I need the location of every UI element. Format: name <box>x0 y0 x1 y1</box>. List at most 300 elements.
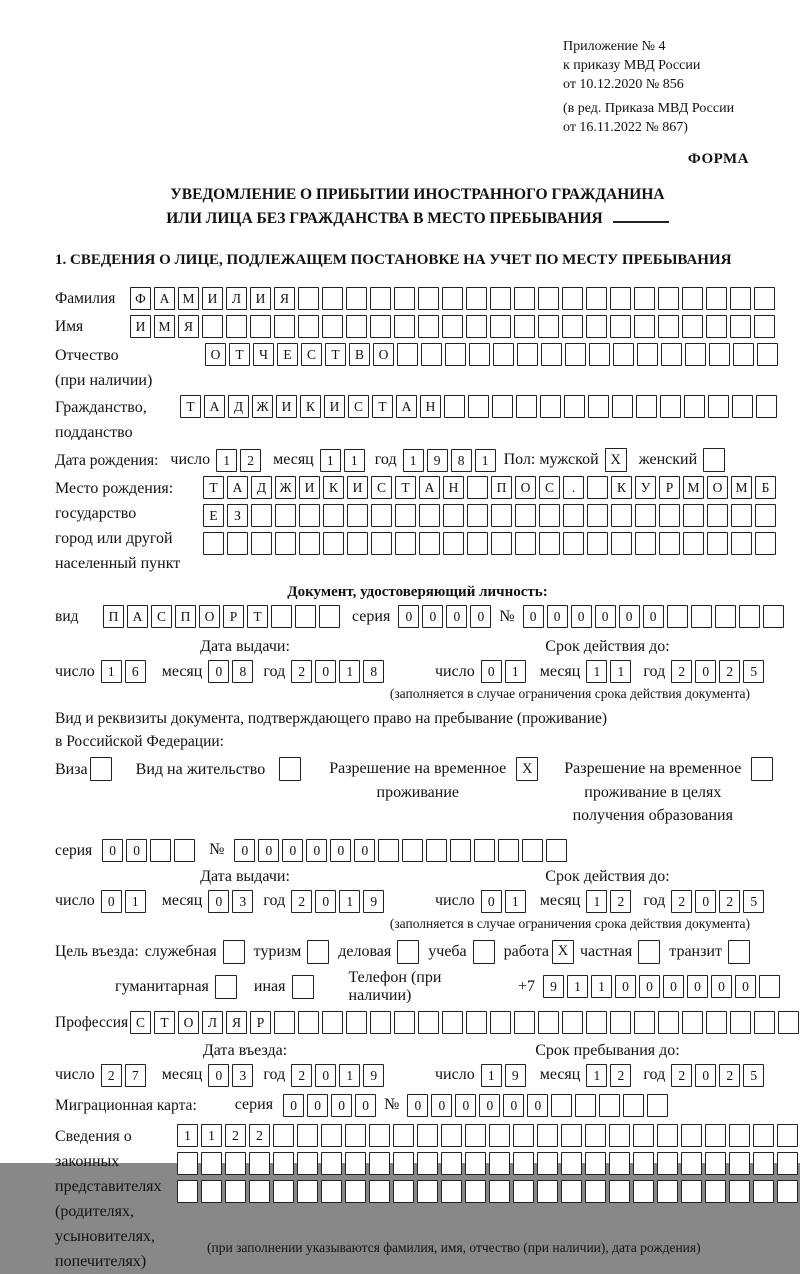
char-cell[interactable]: 5 <box>743 1064 764 1087</box>
char-cell[interactable]: И <box>299 476 320 499</box>
char-cell[interactable]: 0 <box>695 1064 716 1087</box>
char-cell[interactable] <box>610 315 631 338</box>
char-cell[interactable]: 5 <box>743 890 764 913</box>
char-cell[interactable] <box>297 1152 318 1175</box>
char-cell[interactable]: Е <box>203 504 224 527</box>
char-cell[interactable] <box>466 315 487 338</box>
char-cell[interactable] <box>708 395 729 418</box>
char-cell[interactable] <box>274 315 295 338</box>
char-cell[interactable] <box>345 1180 366 1203</box>
char-cell[interactable]: Ж <box>252 395 273 418</box>
char-cell[interactable] <box>369 1152 390 1175</box>
char-cell[interactable] <box>660 395 681 418</box>
char-cell[interactable] <box>490 287 511 310</box>
char-cell[interactable]: 7 <box>125 1064 146 1087</box>
char-cell[interactable] <box>227 532 248 555</box>
char-cell[interactable] <box>490 315 511 338</box>
char-cell[interactable] <box>585 1124 606 1147</box>
char-cell[interactable] <box>730 315 751 338</box>
char-cell[interactable]: 0 <box>470 605 491 628</box>
char-cell[interactable]: 2 <box>671 1064 692 1087</box>
char-cell[interactable]: 0 <box>258 839 279 862</box>
char-cell[interactable]: 2 <box>719 890 740 913</box>
char-cell[interactable]: Д <box>251 476 272 499</box>
char-cell[interactable] <box>634 315 655 338</box>
char-cell[interactable] <box>516 395 537 418</box>
char-cell[interactable] <box>587 476 608 499</box>
char-cell[interactable]: И <box>130 315 151 338</box>
char-cell[interactable]: 2 <box>225 1124 246 1147</box>
char-cell[interactable]: 2 <box>249 1124 270 1147</box>
char-cell[interactable]: 2 <box>291 890 312 913</box>
char-cell[interactable]: 0 <box>455 1094 476 1117</box>
char-cell[interactable] <box>345 1152 366 1175</box>
char-cell[interactable] <box>513 1180 534 1203</box>
char-cell[interactable] <box>250 315 271 338</box>
char-cell[interactable] <box>637 343 658 366</box>
char-cell[interactable] <box>613 343 634 366</box>
char-cell[interactable] <box>426 839 447 862</box>
char-cell[interactable] <box>739 605 760 628</box>
char-cell[interactable] <box>729 1180 750 1203</box>
char-cell[interactable] <box>729 1152 750 1175</box>
char-cell[interactable] <box>515 504 536 527</box>
char-cell[interactable]: 8 <box>232 660 253 683</box>
char-cell[interactable]: 0 <box>571 605 592 628</box>
purpose-tourism-checkbox[interactable] <box>307 940 329 964</box>
char-cell[interactable] <box>489 1152 510 1175</box>
char-cell[interactable] <box>647 1094 668 1117</box>
char-cell[interactable]: 1 <box>481 1064 502 1087</box>
char-cell[interactable]: 0 <box>615 975 636 998</box>
char-cell[interactable]: 1 <box>586 1064 607 1087</box>
char-cell[interactable] <box>658 287 679 310</box>
char-cell[interactable]: Р <box>250 1011 271 1034</box>
char-cell[interactable]: 0 <box>208 660 229 683</box>
char-cell[interactable]: Д <box>228 395 249 418</box>
char-cell[interactable] <box>417 1152 438 1175</box>
char-cell[interactable] <box>611 504 632 527</box>
char-cell[interactable]: 0 <box>355 1094 376 1117</box>
char-cell[interactable] <box>419 504 440 527</box>
char-cell[interactable] <box>563 532 584 555</box>
char-cell[interactable] <box>682 1011 703 1034</box>
char-cell[interactable]: Т <box>372 395 393 418</box>
char-cell[interactable]: 6 <box>125 660 146 683</box>
char-cell[interactable] <box>685 343 706 366</box>
char-cell[interactable] <box>393 1180 414 1203</box>
residence-permit-checkbox[interactable] <box>279 757 301 781</box>
char-cell[interactable] <box>371 532 392 555</box>
char-cell[interactable]: К <box>323 476 344 499</box>
char-cell[interactable] <box>369 1180 390 1203</box>
char-cell[interactable]: 1 <box>586 890 607 913</box>
char-cell[interactable]: 1 <box>403 449 424 472</box>
char-cell[interactable]: А <box>227 476 248 499</box>
char-cell[interactable] <box>756 395 777 418</box>
char-cell[interactable] <box>249 1180 270 1203</box>
char-cell[interactable]: 0 <box>687 975 708 998</box>
char-cell[interactable] <box>393 1152 414 1175</box>
char-cell[interactable]: 2 <box>291 1064 312 1087</box>
char-cell[interactable] <box>321 1180 342 1203</box>
char-cell[interactable] <box>753 1152 774 1175</box>
char-cell[interactable]: 0 <box>481 660 502 683</box>
char-cell[interactable]: 0 <box>422 605 443 628</box>
char-cell[interactable]: О <box>707 476 728 499</box>
char-cell[interactable]: Л <box>226 287 247 310</box>
char-cell[interactable] <box>273 1180 294 1203</box>
char-cell[interactable] <box>599 1094 620 1117</box>
char-cell[interactable]: 0 <box>102 839 123 862</box>
char-cell[interactable] <box>323 532 344 555</box>
char-cell[interactable] <box>394 287 415 310</box>
char-cell[interactable] <box>705 1124 726 1147</box>
char-cell[interactable] <box>395 532 416 555</box>
char-cell[interactable] <box>346 315 367 338</box>
char-cell[interactable] <box>730 1011 751 1034</box>
char-cell[interactable] <box>706 1011 727 1034</box>
char-cell[interactable] <box>659 532 680 555</box>
char-cell[interactable] <box>562 1011 583 1034</box>
char-cell[interactable] <box>273 1152 294 1175</box>
char-cell[interactable] <box>715 605 736 628</box>
char-cell[interactable]: Т <box>325 343 346 366</box>
char-cell[interactable] <box>441 1180 462 1203</box>
char-cell[interactable]: 2 <box>671 890 692 913</box>
char-cell[interactable] <box>537 1180 558 1203</box>
char-cell[interactable] <box>225 1180 246 1203</box>
char-cell[interactable] <box>442 287 463 310</box>
char-cell[interactable] <box>419 532 440 555</box>
char-cell[interactable] <box>397 343 418 366</box>
char-cell[interactable] <box>612 395 633 418</box>
char-cell[interactable] <box>732 395 753 418</box>
char-cell[interactable]: 0 <box>527 1094 548 1117</box>
char-cell[interactable] <box>705 1180 726 1203</box>
char-cell[interactable]: Т <box>395 476 416 499</box>
char-cell[interactable] <box>467 532 488 555</box>
char-cell[interactable] <box>633 1152 654 1175</box>
char-cell[interactable]: 1 <box>339 660 360 683</box>
char-cell[interactable]: 0 <box>208 890 229 913</box>
char-cell[interactable]: Л <box>202 1011 223 1034</box>
char-cell[interactable] <box>778 1011 799 1034</box>
char-cell[interactable] <box>657 1152 678 1175</box>
purpose-work-checkbox[interactable]: X <box>552 940 574 964</box>
char-cell[interactable]: 0 <box>595 605 616 628</box>
char-cell[interactable]: О <box>373 343 394 366</box>
char-cell[interactable] <box>515 532 536 555</box>
char-cell[interactable]: С <box>130 1011 151 1034</box>
char-cell[interactable] <box>498 839 519 862</box>
char-cell[interactable] <box>273 1124 294 1147</box>
char-cell[interactable] <box>271 605 292 628</box>
char-cell[interactable]: 1 <box>177 1124 198 1147</box>
char-cell[interactable] <box>538 287 559 310</box>
char-cell[interactable]: 1 <box>610 660 631 683</box>
char-cell[interactable] <box>589 343 610 366</box>
char-cell[interactable] <box>682 315 703 338</box>
char-cell[interactable] <box>763 605 784 628</box>
char-cell[interactable] <box>777 1124 798 1147</box>
char-cell[interactable] <box>298 287 319 310</box>
char-cell[interactable] <box>514 287 535 310</box>
char-cell[interactable]: 1 <box>586 660 607 683</box>
char-cell[interactable] <box>609 1152 630 1175</box>
char-cell[interactable] <box>538 1011 559 1034</box>
char-cell[interactable]: 0 <box>306 839 327 862</box>
char-cell[interactable]: И <box>202 287 223 310</box>
char-cell[interactable] <box>491 504 512 527</box>
char-cell[interactable]: 1 <box>505 660 526 683</box>
male-checkbox[interactable]: X <box>605 448 627 472</box>
char-cell[interactable]: Р <box>659 476 680 499</box>
char-cell[interactable] <box>251 532 272 555</box>
char-cell[interactable] <box>347 532 368 555</box>
char-cell[interactable] <box>297 1180 318 1203</box>
char-cell[interactable]: 2 <box>671 660 692 683</box>
char-cell[interactable] <box>466 1011 487 1034</box>
char-cell[interactable] <box>251 504 272 527</box>
char-cell[interactable] <box>753 1124 774 1147</box>
char-cell[interactable]: А <box>154 287 175 310</box>
char-cell[interactable] <box>418 1011 439 1034</box>
char-cell[interactable]: А <box>127 605 148 628</box>
char-cell[interactable] <box>658 315 679 338</box>
char-cell[interactable]: Т <box>247 605 268 628</box>
char-cell[interactable] <box>201 1152 222 1175</box>
char-cell[interactable] <box>489 1124 510 1147</box>
char-cell[interactable]: П <box>103 605 124 628</box>
char-cell[interactable] <box>682 287 703 310</box>
char-cell[interactable]: Я <box>226 1011 247 1034</box>
char-cell[interactable] <box>777 1152 798 1175</box>
char-cell[interactable] <box>394 1011 415 1034</box>
char-cell[interactable] <box>417 1180 438 1203</box>
char-cell[interactable] <box>469 343 490 366</box>
char-cell[interactable]: О <box>205 343 226 366</box>
char-cell[interactable]: 0 <box>695 660 716 683</box>
char-cell[interactable] <box>493 343 514 366</box>
char-cell[interactable] <box>298 315 319 338</box>
temp-edu-checkbox[interactable] <box>751 757 773 781</box>
char-cell[interactable]: 2 <box>719 1064 740 1087</box>
char-cell[interactable]: С <box>301 343 322 366</box>
char-cell[interactable]: Н <box>443 476 464 499</box>
char-cell[interactable]: С <box>348 395 369 418</box>
char-cell[interactable] <box>417 1124 438 1147</box>
char-cell[interactable] <box>321 1124 342 1147</box>
char-cell[interactable] <box>551 1094 572 1117</box>
char-cell[interactable] <box>755 504 776 527</box>
char-cell[interactable] <box>683 532 704 555</box>
char-cell[interactable] <box>539 504 560 527</box>
char-cell[interactable] <box>588 395 609 418</box>
char-cell[interactable] <box>587 504 608 527</box>
char-cell[interactable]: 0 <box>283 1094 304 1117</box>
char-cell[interactable] <box>635 532 656 555</box>
char-cell[interactable]: 0 <box>643 605 664 628</box>
char-cell[interactable]: Е <box>277 343 298 366</box>
char-cell[interactable] <box>561 1152 582 1175</box>
char-cell[interactable] <box>659 504 680 527</box>
char-cell[interactable]: 2 <box>610 1064 631 1087</box>
char-cell[interactable] <box>174 839 195 862</box>
char-cell[interactable] <box>347 504 368 527</box>
char-cell[interactable]: 0 <box>234 839 255 862</box>
char-cell[interactable] <box>225 1152 246 1175</box>
char-cell[interactable]: П <box>175 605 196 628</box>
char-cell[interactable]: С <box>539 476 560 499</box>
char-cell[interactable]: 0 <box>503 1094 524 1117</box>
char-cell[interactable] <box>609 1124 630 1147</box>
char-cell[interactable] <box>295 605 316 628</box>
char-cell[interactable] <box>537 1124 558 1147</box>
char-cell[interactable] <box>443 504 464 527</box>
char-cell[interactable]: 0 <box>663 975 684 998</box>
char-cell[interactable]: 1 <box>339 890 360 913</box>
char-cell[interactable] <box>418 315 439 338</box>
char-cell[interactable]: О <box>199 605 220 628</box>
char-cell[interactable] <box>540 395 561 418</box>
purpose-transit-checkbox[interactable] <box>728 940 750 964</box>
char-cell[interactable]: Т <box>180 395 201 418</box>
char-cell[interactable]: 0 <box>307 1094 328 1117</box>
char-cell[interactable]: 0 <box>479 1094 500 1117</box>
char-cell[interactable]: В <box>349 343 370 366</box>
char-cell[interactable] <box>623 1094 644 1117</box>
char-cell[interactable]: 1 <box>475 449 496 472</box>
char-cell[interactable]: 1 <box>505 890 526 913</box>
char-cell[interactable]: 1 <box>591 975 612 998</box>
char-cell[interactable] <box>177 1152 198 1175</box>
char-cell[interactable] <box>657 1124 678 1147</box>
char-cell[interactable] <box>729 1124 750 1147</box>
char-cell[interactable]: Я <box>274 287 295 310</box>
char-cell[interactable] <box>731 532 752 555</box>
char-cell[interactable] <box>249 1152 270 1175</box>
female-checkbox[interactable] <box>703 448 725 472</box>
char-cell[interactable] <box>421 343 442 366</box>
char-cell[interactable] <box>445 343 466 366</box>
char-cell[interactable]: 2 <box>240 449 261 472</box>
char-cell[interactable] <box>753 1180 774 1203</box>
char-cell[interactable]: 9 <box>363 890 384 913</box>
char-cell[interactable] <box>684 395 705 418</box>
char-cell[interactable] <box>444 395 465 418</box>
char-cell[interactable]: 1 <box>320 449 341 472</box>
char-cell[interactable] <box>661 343 682 366</box>
char-cell[interactable]: 8 <box>451 449 472 472</box>
char-cell[interactable]: 8 <box>363 660 384 683</box>
char-cell[interactable]: 0 <box>711 975 732 998</box>
char-cell[interactable]: С <box>371 476 392 499</box>
char-cell[interactable]: 0 <box>523 605 544 628</box>
char-cell[interactable] <box>489 1180 510 1203</box>
char-cell[interactable]: А <box>419 476 440 499</box>
char-cell[interactable] <box>586 315 607 338</box>
char-cell[interactable]: 0 <box>315 660 336 683</box>
char-cell[interactable]: 1 <box>125 890 146 913</box>
char-cell[interactable] <box>563 504 584 527</box>
char-cell[interactable] <box>319 605 340 628</box>
char-cell[interactable]: 2 <box>291 660 312 683</box>
char-cell[interactable]: Н <box>420 395 441 418</box>
char-cell[interactable] <box>443 532 464 555</box>
char-cell[interactable] <box>561 1180 582 1203</box>
char-cell[interactable] <box>275 532 296 555</box>
purpose-humanitarian-checkbox[interactable] <box>215 975 237 999</box>
char-cell[interactable] <box>539 532 560 555</box>
char-cell[interactable]: 0 <box>481 890 502 913</box>
char-cell[interactable] <box>274 1011 295 1034</box>
char-cell[interactable]: 0 <box>407 1094 428 1117</box>
char-cell[interactable] <box>418 287 439 310</box>
char-cell[interactable] <box>323 504 344 527</box>
char-cell[interactable]: С <box>151 605 172 628</box>
char-cell[interactable]: Т <box>154 1011 175 1034</box>
char-cell[interactable]: . <box>563 476 584 499</box>
char-cell[interactable] <box>492 395 513 418</box>
char-cell[interactable] <box>585 1180 606 1203</box>
char-cell[interactable]: 0 <box>330 839 351 862</box>
char-cell[interactable] <box>490 1011 511 1034</box>
char-cell[interactable]: А <box>204 395 225 418</box>
char-cell[interactable] <box>730 287 751 310</box>
char-cell[interactable] <box>346 287 367 310</box>
char-cell[interactable] <box>635 504 656 527</box>
char-cell[interactable]: И <box>276 395 297 418</box>
char-cell[interactable]: 9 <box>543 975 564 998</box>
char-cell[interactable] <box>322 1011 343 1034</box>
char-cell[interactable] <box>297 1124 318 1147</box>
char-cell[interactable] <box>705 1152 726 1175</box>
char-cell[interactable] <box>321 1152 342 1175</box>
char-cell[interactable] <box>474 839 495 862</box>
char-cell[interactable] <box>275 504 296 527</box>
char-cell[interactable] <box>370 287 391 310</box>
char-cell[interactable] <box>562 315 583 338</box>
char-cell[interactable] <box>667 605 688 628</box>
char-cell[interactable]: 2 <box>610 890 631 913</box>
char-cell[interactable]: Т <box>229 343 250 366</box>
char-cell[interactable] <box>586 1011 607 1034</box>
char-cell[interactable] <box>298 1011 319 1034</box>
char-cell[interactable] <box>537 1152 558 1175</box>
char-cell[interactable] <box>226 315 247 338</box>
char-cell[interactable] <box>468 395 489 418</box>
char-cell[interactable] <box>345 1124 366 1147</box>
char-cell[interactable] <box>541 343 562 366</box>
char-cell[interactable]: 0 <box>208 1064 229 1087</box>
char-cell[interactable]: 0 <box>398 605 419 628</box>
char-cell[interactable] <box>610 1011 631 1034</box>
char-cell[interactable] <box>586 287 607 310</box>
char-cell[interactable] <box>706 315 727 338</box>
char-cell[interactable]: Ф <box>130 287 151 310</box>
char-cell[interactable] <box>467 476 488 499</box>
char-cell[interactable] <box>709 343 730 366</box>
char-cell[interactable] <box>394 315 415 338</box>
char-cell[interactable] <box>754 287 775 310</box>
char-cell[interactable] <box>657 1180 678 1203</box>
char-cell[interactable] <box>378 839 399 862</box>
char-cell[interactable]: М <box>683 476 704 499</box>
char-cell[interactable] <box>442 1011 463 1034</box>
char-cell[interactable]: М <box>178 287 199 310</box>
char-cell[interactable]: К <box>300 395 321 418</box>
